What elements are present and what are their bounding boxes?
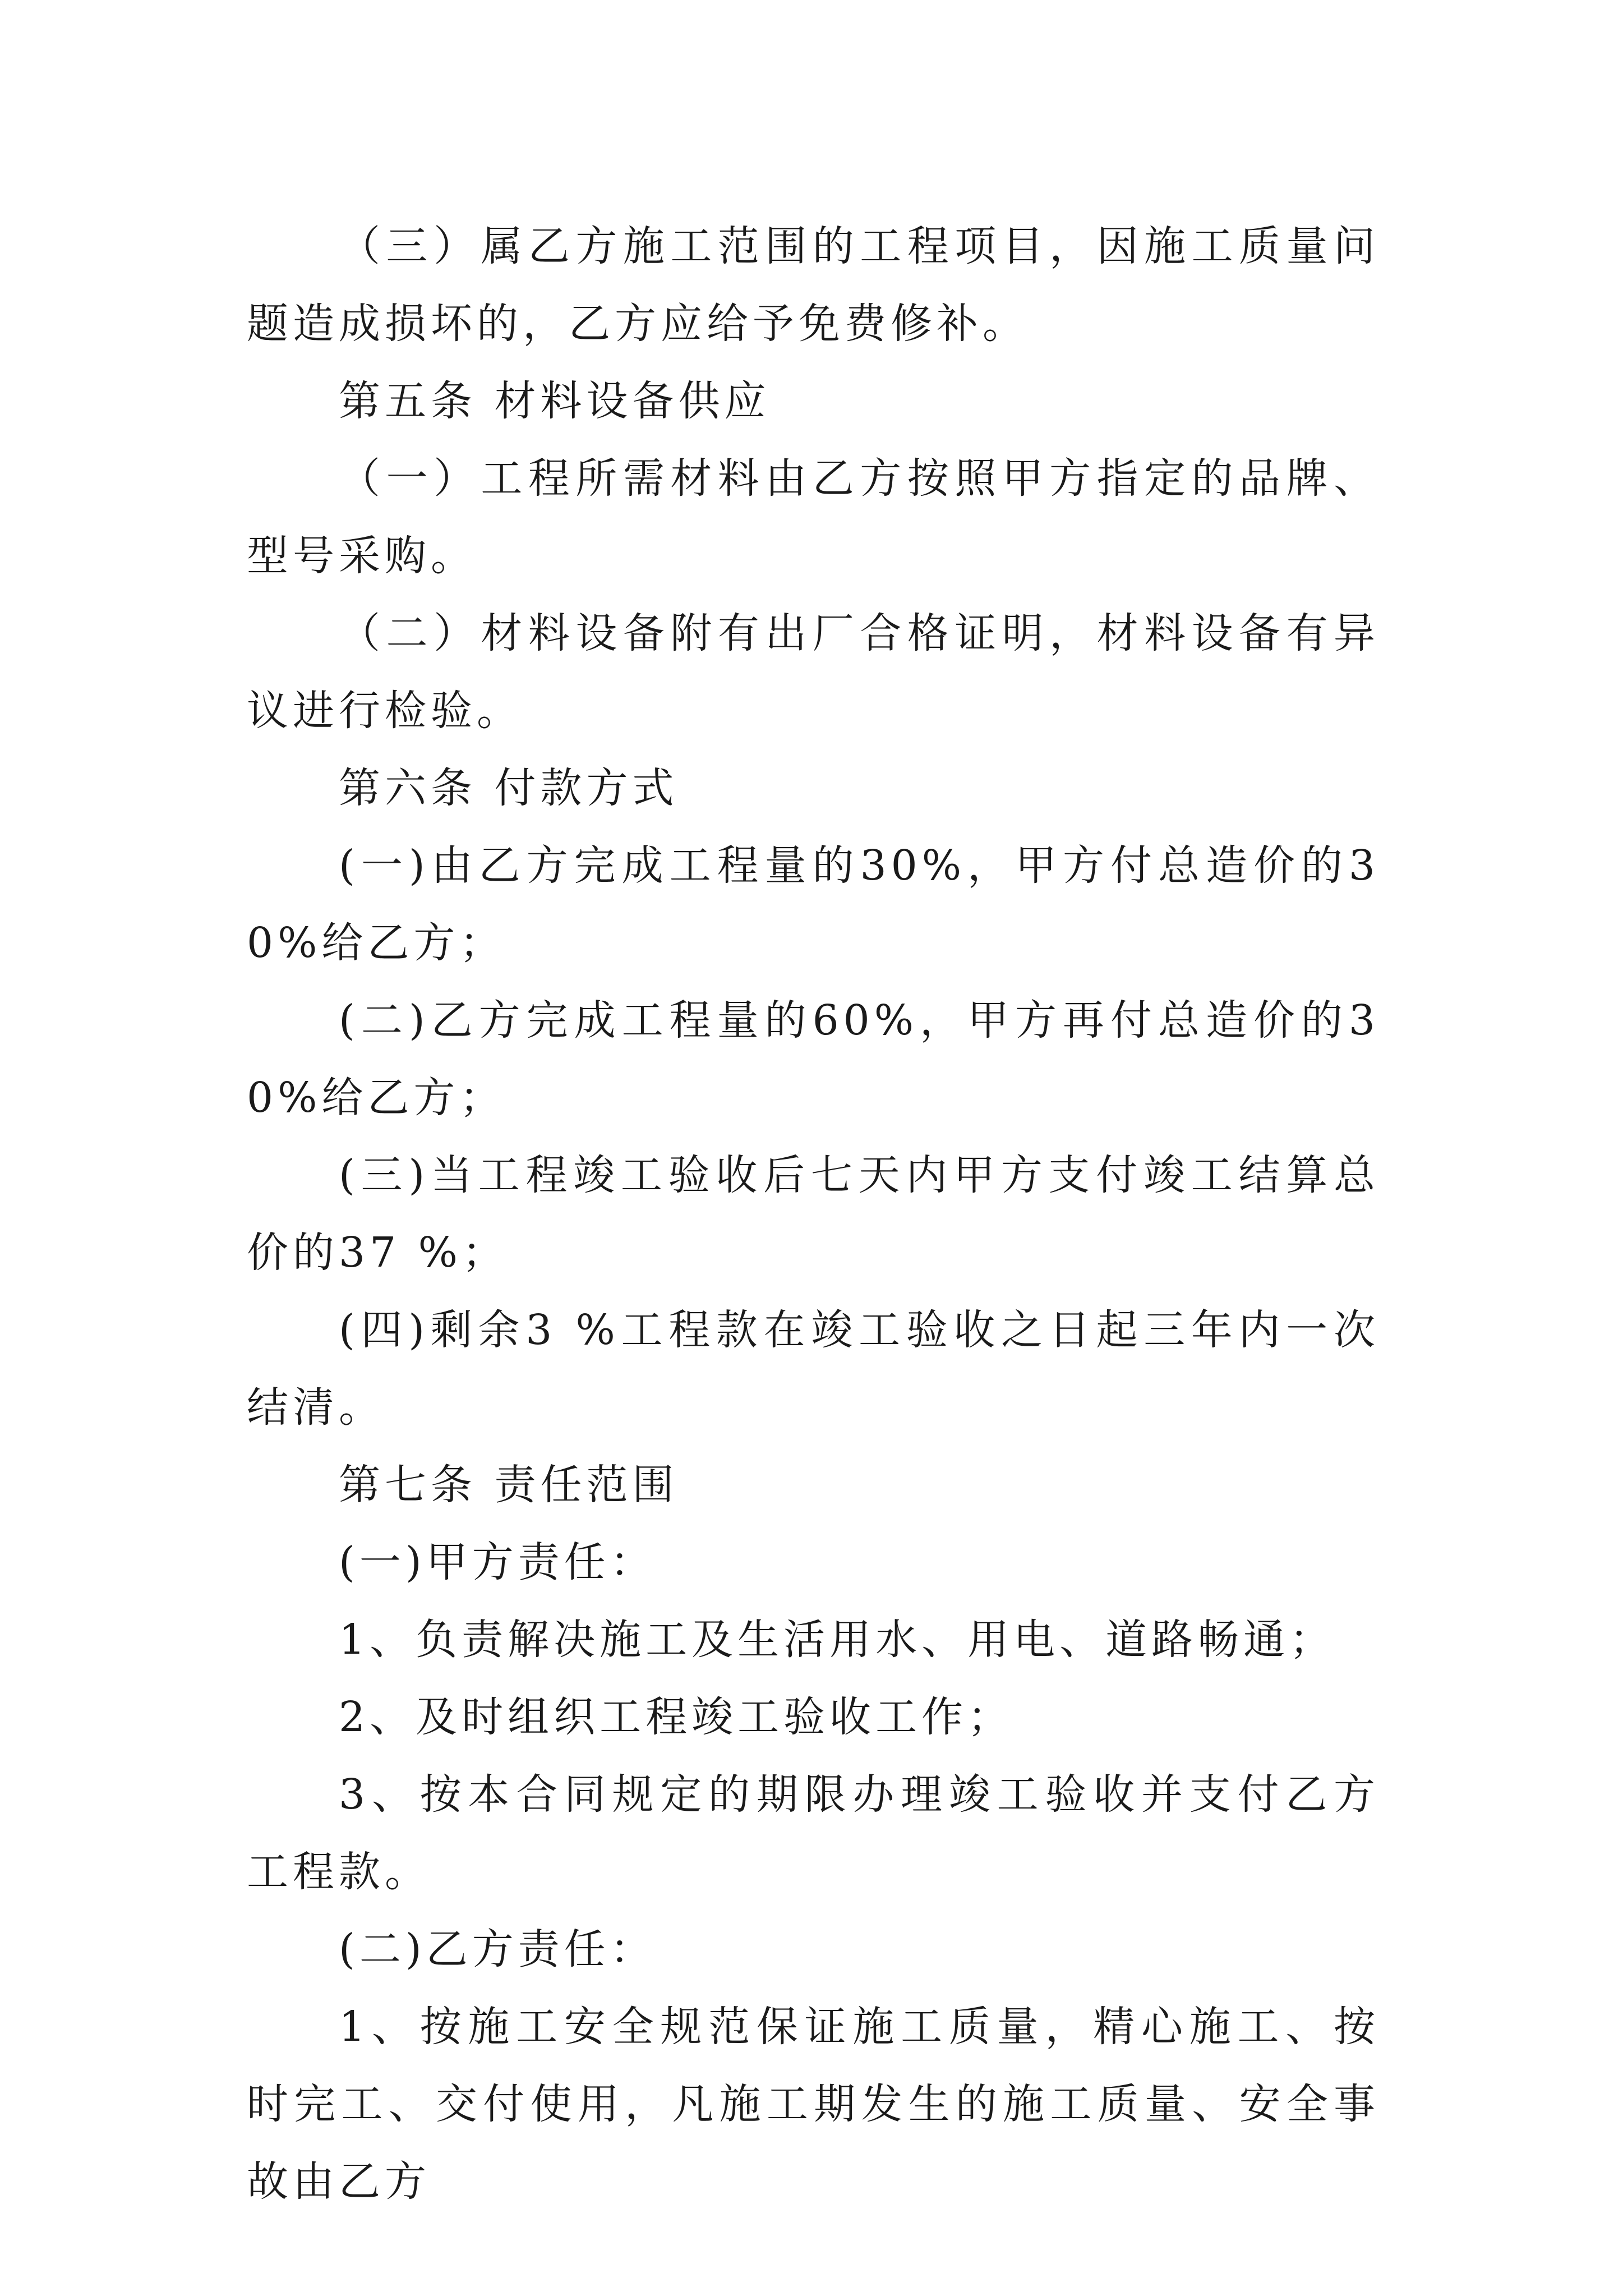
party-b-item-1: 1、按施工安全规范保证施工质量，精心施工、按时完工、交付使用，凡施工期发生的施工质量、安全事故由乙方 — [247, 2003, 1380, 2206]
article-7-heading: 第七条 责任范围 — [339, 1461, 679, 1509]
clause-5-item-1: （一）工程所需材料由乙方按照甲方指定的品牌、型号采购。 — [247, 454, 1380, 580]
clause-6-item-4: (四)剩余3 %工程款在竣工验收之日起三年内一次结清。 — [247, 1306, 1380, 1432]
article-5-heading: 第五条 材料设备供应 — [339, 377, 771, 425]
clause-6-item-1: (一)由乙方完成工程量的30%，甲方付总造价的30%给乙方； — [247, 841, 1380, 967]
party-b-responsibility-heading: (二)乙方责任： — [339, 1925, 656, 1973]
article-6-heading: 第六条 付款方式 — [339, 764, 679, 812]
party-a-responsibility-heading: (一)甲方责任： — [339, 1538, 656, 1586]
clause-4-item-3: （三）属乙方施工范围的工程项目，因施工质量问题造成损坏的，乙方应给予免费修补。 — [247, 222, 1380, 348]
party-a-item-2: 2、及时组织工程竣工验收工作； — [339, 1693, 1014, 1741]
document-body — [247, 208, 1380, 2220]
clause-5-item-2: （二）材料设备附有出厂合格证明，材料设备有异议进行检验。 — [247, 609, 1380, 735]
party-a-item-1: 1、负责解决施工及生活用水、用电、道路畅通； — [339, 1616, 1336, 1664]
clause-6-item-2: (二)乙方完成工程量的60%，甲方再付总造价的30%给乙方； — [247, 996, 1380, 1122]
clause-6-item-3: (三)当工程竣工验收后七天内甲方支付竣工结算总价的37 %； — [247, 1151, 1380, 1277]
party-a-item-3: 3、按本合同规定的期限办理竣工验收并支付乙方工程款。 — [247, 1770, 1380, 1896]
